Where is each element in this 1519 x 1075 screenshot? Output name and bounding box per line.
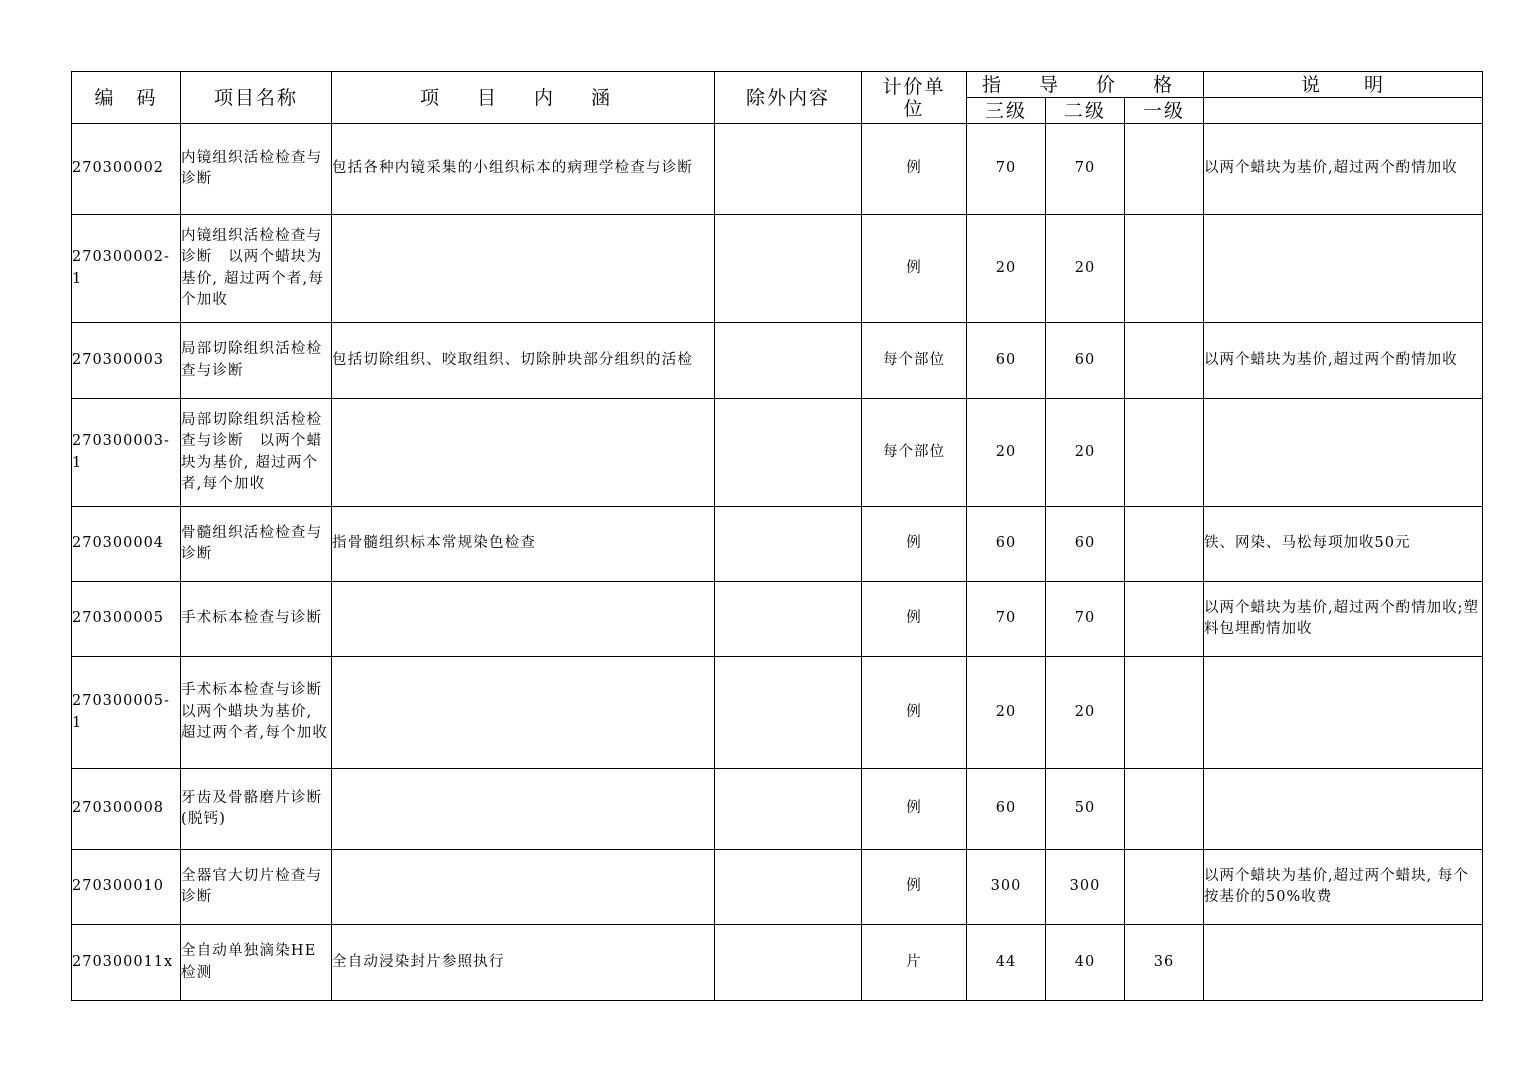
cell-note: 铁、网染、马松每项加收50元 [1204,507,1483,582]
cell-level2: 20 [1046,215,1125,323]
cell-level2: 70 [1046,124,1125,215]
cell-level1 [1125,124,1204,215]
cell-content [332,399,715,507]
cell-note [1204,657,1483,769]
table-row [72,124,1483,215]
cell-name: 骨髓组织活检检查与诊断 [181,507,332,582]
cell-code: 270300011x [72,925,181,1001]
cell-unit: 例 [862,657,967,769]
cell-level2: 20 [1046,399,1125,507]
cell-code: 270300002 [72,124,181,215]
cell-exclusion [715,657,862,769]
cell-level1 [1125,657,1204,769]
cell-content: 指骨髓组织标本常规染色检查 [332,507,715,582]
cell-level3: 60 [967,507,1046,582]
cell-name: 内镜组织活检检查与诊断 以两个蜡块为基价, 超过两个者,每个加收 [181,215,332,323]
cell-level3: 70 [967,582,1046,657]
cell-content [332,582,715,657]
cell-content: 包括切除组织、咬取组织、切除肿块部分组织的活检 [332,323,715,399]
cell-code: 270300004 [72,507,181,582]
table-row [72,399,1483,507]
cell-name: 手术标本检查与诊断 以两个蜡块为基价, 超过两个者,每个加收 [181,657,332,769]
cell-name: 内镜组织活检检查与诊断 [181,124,332,215]
cell-exclusion [715,769,862,850]
cell-level3: 60 [967,769,1046,850]
cell-unit: 例 [862,215,967,323]
cell-name: 手术标本检查与诊断 [181,582,332,657]
cell-level3: 20 [967,399,1046,507]
table-row [72,925,1483,1001]
table-body [72,124,1483,1001]
cell-name: 局部切除组织活检检查与诊断 以两个蜡块为基价, 超过两个者,每个加收 [181,399,332,507]
header-level3: 三级 [967,98,1046,124]
header-name: 项目名称 [181,72,332,124]
cell-exclusion [715,124,862,215]
cell-level1 [1125,507,1204,582]
header-note-blank [1204,98,1483,124]
header-level2: 二级 [1046,98,1125,124]
cell-exclusion [715,925,862,1001]
cell-exclusion [715,323,862,399]
cell-note [1204,769,1483,850]
header-note: 说 明 [1204,72,1483,98]
cell-level2: 60 [1046,507,1125,582]
cell-level2: 20 [1046,657,1125,769]
table-row [72,215,1483,323]
cell-content [332,850,715,925]
cell-note: 以两个蜡块为基价,超过两个酌情加收;塑料包埋酌情加收 [1204,582,1483,657]
cell-level2: 300 [1046,850,1125,925]
cell-content [332,215,715,323]
cell-code: 270300003-1 [72,399,181,507]
cell-level1 [1125,850,1204,925]
cell-content: 全自动浸染封片参照执行 [332,925,715,1001]
header-code: 编 码 [72,72,181,124]
cell-unit: 例 [862,850,967,925]
cell-level2: 50 [1046,769,1125,850]
table-row [72,657,1483,769]
cell-note: 以两个蜡块为基价,超过两个酌情加收 [1204,124,1483,215]
cell-exclusion [715,399,862,507]
table-row [72,769,1483,850]
cell-note [1204,399,1483,507]
cell-level3: 20 [967,215,1046,323]
table-row [72,850,1483,925]
cell-level1: 36 [1125,925,1204,1001]
cell-unit: 例 [862,507,967,582]
cell-name: 全自动单独滴染HE检测 [181,925,332,1001]
cell-exclusion [715,507,862,582]
header-unit: 计价单位 [862,72,967,124]
cell-code: 270300005 [72,582,181,657]
cell-level2: 40 [1046,925,1125,1001]
cell-unit: 例 [862,124,967,215]
cell-unit: 每个部位 [862,323,967,399]
header-level1: 一级 [1125,98,1204,124]
table-header [72,72,1483,124]
cell-name: 牙齿及骨骼磨片诊断(脱钙) [181,769,332,850]
cell-unit: 每个部位 [862,399,967,507]
table-row [72,507,1483,582]
cell-level3: 70 [967,124,1046,215]
cell-exclusion [715,582,862,657]
header-content: 项 目 内 涵 [332,72,715,124]
cell-note [1204,925,1483,1001]
cell-level3: 300 [967,850,1046,925]
cell-unit: 例 [862,769,967,850]
cell-code: 270300010 [72,850,181,925]
table-row [72,582,1483,657]
cell-note: 以两个蜡块为基价,超过两个蜡块, 每个按基价的50%收费 [1204,850,1483,925]
cell-content: 包括各种内镜采集的小组织标本的病理学检查与诊断 [332,124,715,215]
header-price-group: 指 导 价 格 [967,72,1204,98]
cell-exclusion [715,215,862,323]
cell-level2: 60 [1046,323,1125,399]
cell-exclusion [715,850,862,925]
cell-content [332,769,715,850]
cell-code: 270300003 [72,323,181,399]
cell-level3: 60 [967,323,1046,399]
cell-level1 [1125,215,1204,323]
cell-note: 以两个蜡块为基价,超过两个酌情加收 [1204,323,1483,399]
cell-code: 270300002-1 [72,215,181,323]
cell-level1 [1125,582,1204,657]
cell-unit: 例 [862,582,967,657]
cell-level1 [1125,769,1204,850]
price-table [71,71,1483,1001]
cell-name: 局部切除组织活检检查与诊断 [181,323,332,399]
cell-content [332,657,715,769]
cell-level1 [1125,323,1204,399]
cell-code: 270300008 [72,769,181,850]
cell-note [1204,215,1483,323]
cell-level3: 44 [967,925,1046,1001]
cell-level1 [1125,399,1204,507]
header-exclusion: 除外内容 [715,72,862,124]
cell-unit: 片 [862,925,967,1001]
cell-name: 全器官大切片检查与诊断 [181,850,332,925]
cell-code: 270300005-1 [72,657,181,769]
table-row [72,323,1483,399]
cell-level3: 20 [967,657,1046,769]
cell-level2: 70 [1046,582,1125,657]
